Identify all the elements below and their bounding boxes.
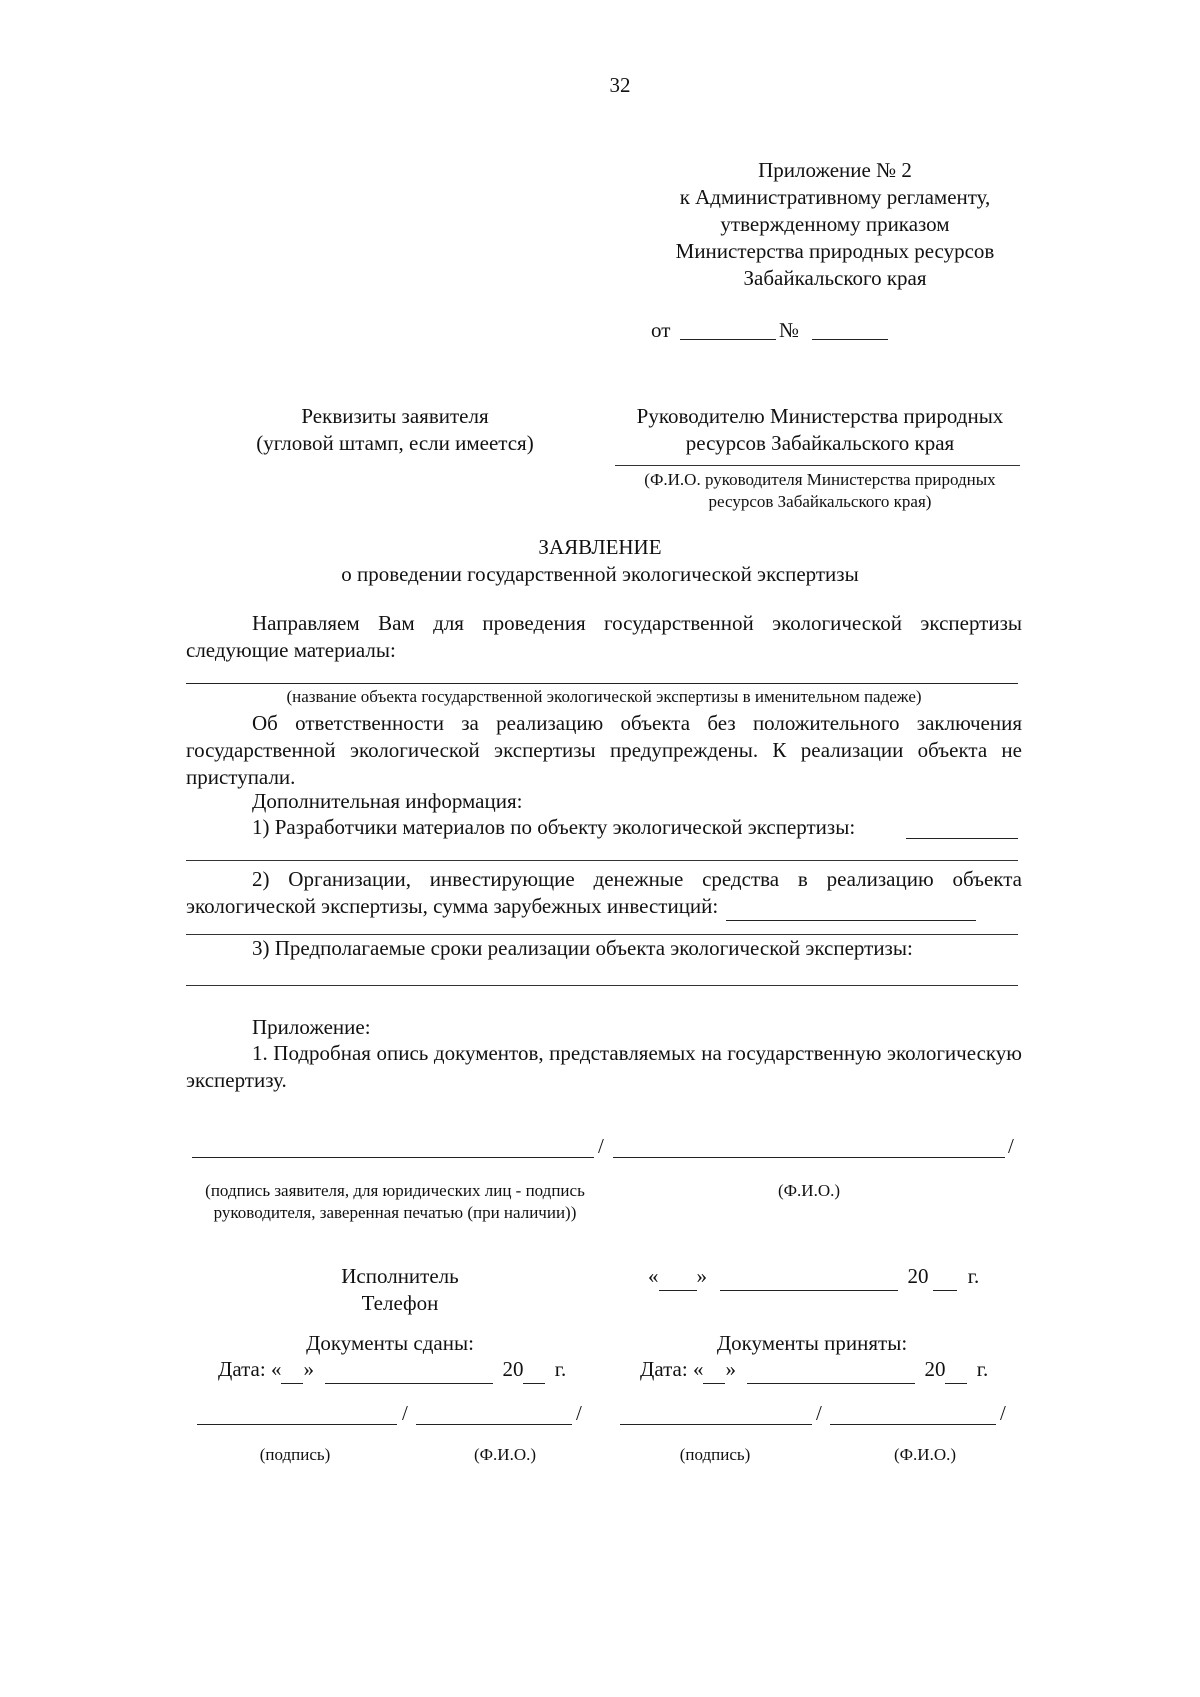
submitted-slash-2: /	[576, 1401, 582, 1425]
recipient-line-2: ресурсов Забайкальского края	[685, 431, 955, 455]
appendix-line-2: к Административному регламенту,	[679, 185, 991, 209]
submitted-fio-caption: (Ф.И.О.)	[473, 1445, 537, 1464]
accepted-fio-caption: (Ф.И.О.)	[893, 1445, 957, 1464]
submitted-open-quote: «	[270, 1357, 282, 1381]
appendix-header	[590, 157, 1080, 292]
applicant-signature-field[interactable]	[192, 1157, 594, 1158]
submitted-signature-field[interactable]	[197, 1424, 397, 1425]
executor-block	[290, 1263, 510, 1317]
document-subtitle: о проведении государственной экологической экспертизы	[341, 562, 859, 586]
accepted-sign-caption: (подпись)	[679, 1445, 751, 1464]
page-number: 32	[609, 73, 631, 97]
date-day-field[interactable]	[659, 1263, 697, 1291]
phone-label: Телефон	[361, 1291, 439, 1315]
date-close-quote: »	[696, 1264, 707, 1288]
signature-slash-1: /	[598, 1134, 604, 1158]
applicant-line-2: (угловой штамп, если имеется)	[256, 431, 534, 455]
submitted-fio-field[interactable]	[416, 1424, 572, 1425]
date-line	[648, 1263, 979, 1291]
responsibility-paragraph: Об ответственности за реализацию объекта без положительного заключения государственной экологической экспертизы предупреждены. К реализации объекта не приступали.	[186, 711, 1022, 789]
date-month-field[interactable]	[720, 1263, 898, 1291]
appendix-line-1: Приложение № 2	[758, 158, 912, 182]
accepted-month-field[interactable]	[747, 1356, 915, 1384]
recipient-line-1: Руководителю Министерства природных	[636, 404, 1004, 428]
submitted-year-prefix: 20	[502, 1357, 524, 1381]
date-open-quote: «	[648, 1264, 659, 1288]
recipient-block	[600, 403, 1040, 457]
submitted-date-line	[218, 1356, 566, 1384]
submitted-date-prefix: Дата:	[218, 1357, 266, 1381]
accepted-fio-field[interactable]	[830, 1424, 996, 1425]
item-2-label: 2) Организации, инвестирующие денежные средства в реализацию объекта экологической экспертизы, сумма зарубежных инвестиций:	[186, 867, 1022, 918]
item-2-field-inline[interactable]	[726, 893, 976, 921]
applicant-signature-caption: (подпись заявителя, для юридических лиц - подпись руководителя, заверенная печатью (при наличии))	[205, 1181, 585, 1222]
item-1-field-inline[interactable]	[906, 838, 1018, 839]
accepted-year-prefix: 20	[924, 1357, 946, 1381]
applicant-line-1: Реквизиты заявителя	[301, 404, 489, 428]
item-2-text	[186, 866, 1022, 921]
item-1-field[interactable]	[186, 860, 1018, 861]
accepted-open-quote: «	[692, 1357, 704, 1381]
document-title: ЗАЯВЛЕНИЕ	[538, 535, 662, 559]
appendix-number-sign: №	[779, 318, 800, 342]
object-name-caption: (название объекта государственной экологической экспертизы в именительном падеже)	[286, 687, 922, 706]
accepted-date-line	[640, 1356, 988, 1384]
submitted-day-field[interactable]	[281, 1356, 303, 1384]
recipient-caption-line-2: ресурсов Забайкальского края)	[708, 492, 932, 511]
accepted-signature-field[interactable]	[620, 1424, 812, 1425]
appendix-date-prefix: от	[651, 318, 671, 342]
appendix-date-field[interactable]	[680, 339, 776, 340]
intro-paragraph: Направляем Вам для проведения государственной экологической экспертизы следующие материалы:	[186, 611, 1022, 662]
appendix-line-3: утвержденному приказом	[720, 212, 950, 236]
accepted-slash-1: /	[816, 1401, 822, 1425]
accepted-date-prefix: Дата:	[640, 1357, 688, 1381]
accepted-year-field[interactable]	[945, 1356, 967, 1384]
submitted-sign-caption: (подпись)	[259, 1445, 331, 1464]
accepted-slash-2: /	[1000, 1401, 1006, 1425]
submitted-month-field[interactable]	[325, 1356, 493, 1384]
applicant-fio-caption: (Ф.И.О.)	[777, 1181, 841, 1200]
accepted-year-suffix: г.	[976, 1357, 989, 1381]
attachment-item-1: 1. Подробная опись документов, представляемых на государственную экологическую экспертизу.	[186, 1041, 1022, 1092]
recipient-caption	[600, 469, 1040, 513]
appendix-line-5: Забайкальского края	[743, 266, 927, 290]
date-year-prefix: 20	[907, 1264, 929, 1288]
attachment-label: Приложение:	[252, 1015, 371, 1039]
item-3-field[interactable]	[186, 985, 1018, 986]
submitted-year-suffix: г.	[554, 1357, 567, 1381]
date-year-field[interactable]	[933, 1263, 957, 1291]
recipient-caption-line-1: (Ф.И.О. руководителя Министерства природных	[644, 470, 996, 489]
additional-info-label: Дополнительная информация:	[252, 789, 523, 813]
appendix-line-4: Министерства природных ресурсов	[675, 239, 995, 263]
appendix-number-field[interactable]	[812, 339, 888, 340]
recipient-fio-field[interactable]	[615, 465, 1020, 466]
accepted-day-field[interactable]	[703, 1356, 725, 1384]
submitted-year-field[interactable]	[523, 1356, 545, 1384]
object-name-field[interactable]	[186, 683, 1018, 684]
submitted-label: Документы сданы:	[306, 1331, 474, 1355]
signature-slash-2: /	[1008, 1134, 1014, 1158]
submitted-close-quote: »	[303, 1357, 314, 1381]
accepted-close-quote: »	[725, 1357, 736, 1381]
accepted-label: Документы приняты:	[716, 1331, 908, 1355]
date-year-suffix: г.	[967, 1264, 980, 1288]
applicant-block	[230, 403, 560, 457]
submitted-slash-1: /	[402, 1401, 408, 1425]
item-1-text: 1) Разработчики материалов по объекту экологической экспертизы:	[252, 815, 856, 839]
item-3-text: 3) Предполагаемые сроки реализации объекта экологической экспертизы:	[252, 936, 913, 960]
executor-label: Исполнитель	[341, 1264, 459, 1288]
applicant-fio-field[interactable]	[613, 1157, 1005, 1158]
